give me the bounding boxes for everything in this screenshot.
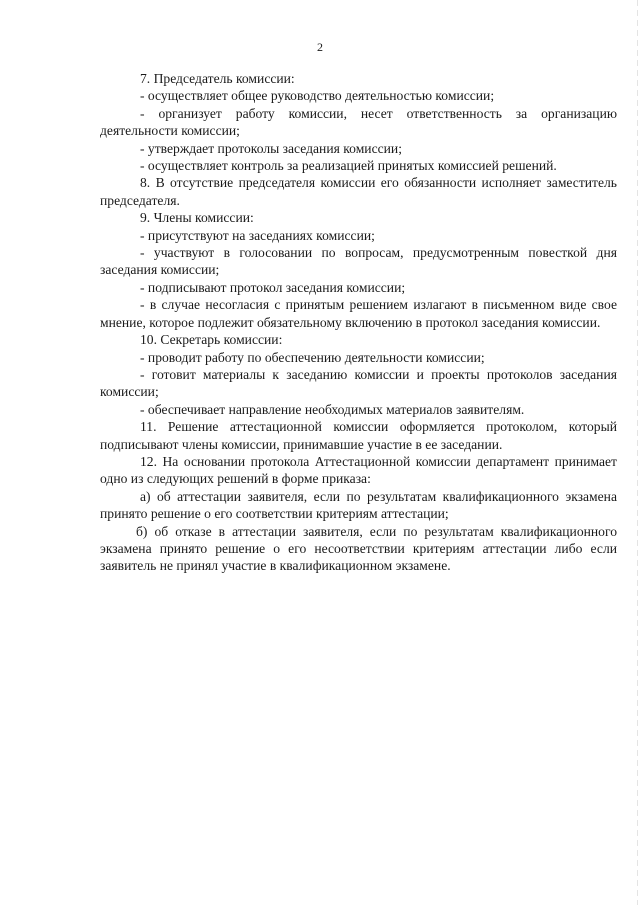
page-number: 2 bbox=[317, 40, 323, 54]
paragraph-9-item: - в случае несогласия с принятым решением излагают в письменном виде свое мнение, которое подлежит обязательному включению в протокол заседания комиссии. bbox=[100, 297, 617, 330]
paragraph-7-item: - осуществляет контроль за реализацией принятых комиссией решений. bbox=[140, 158, 557, 174]
paragraph-9-item: - присутствуют на заседаниях комиссии; bbox=[140, 227, 375, 243]
paragraph-9-item: - участвуют в голосовании по вопросам, предусмотренным повесткой дня заседания комиссии; bbox=[100, 245, 617, 278]
paragraph-12-option-a: а) об аттестации заявителя, если по результатам квалификационного экзамена принято решение о его соответствии критериям аттестации; bbox=[100, 488, 617, 522]
paragraph-7-item: - организует работу комиссии, несет ответственность за организацию деятельности комиссии; bbox=[100, 105, 617, 139]
paragraph-9-heading: 9. Члены комиссии: bbox=[140, 210, 254, 226]
paragraph-10-heading: 10. Секретарь комиссии: bbox=[140, 332, 283, 348]
paragraph-11: 11. Решение аттестационной комиссии оформляется протоколом, который подписывают члены комиссии, принимавшие участие в ее заседании. bbox=[100, 419, 617, 452]
paragraph-7-heading: 7. Председатель комиссии: bbox=[140, 71, 295, 86]
paragraph-8: 8. В отсутствие председателя комиссии его обязанности исполняет заместитель председателя. bbox=[100, 175, 617, 208]
paragraph-9-item: - подписывают протокол заседания комиссии; bbox=[140, 279, 406, 295]
paragraph-7-item: - утверждает протоколы заседания комиссии; bbox=[140, 140, 402, 156]
document-body bbox=[100, 70, 617, 575]
paragraph-10-item: - готовит материалы к заседанию комиссии и проекты протоколов заседания комиссии; bbox=[100, 366, 617, 400]
scan-edge-artifact bbox=[637, 0, 638, 905]
paragraph-10-item: - проводит работу по обеспечению деятельности комиссии; bbox=[140, 349, 485, 365]
paragraph-12: 12. На основании протокола Аттестационной комиссии департамент принимает одно из следующих решений в форме приказа: bbox=[100, 453, 617, 487]
paragraph-7-item: - осуществляет общее руководство деятельностью комиссии; bbox=[140, 88, 495, 104]
paragraph-12-option-b: б) об отказе в аттестации заявителя, если по результатам квалификационного экзамена принято решение о его несоответствии критериям аттестации либо если заявитель не принял участие в квалификационном экзамене. bbox=[100, 523, 617, 574]
paragraph-10-item: - обеспечивает направление необходимых материалов заявителям. bbox=[140, 401, 525, 417]
